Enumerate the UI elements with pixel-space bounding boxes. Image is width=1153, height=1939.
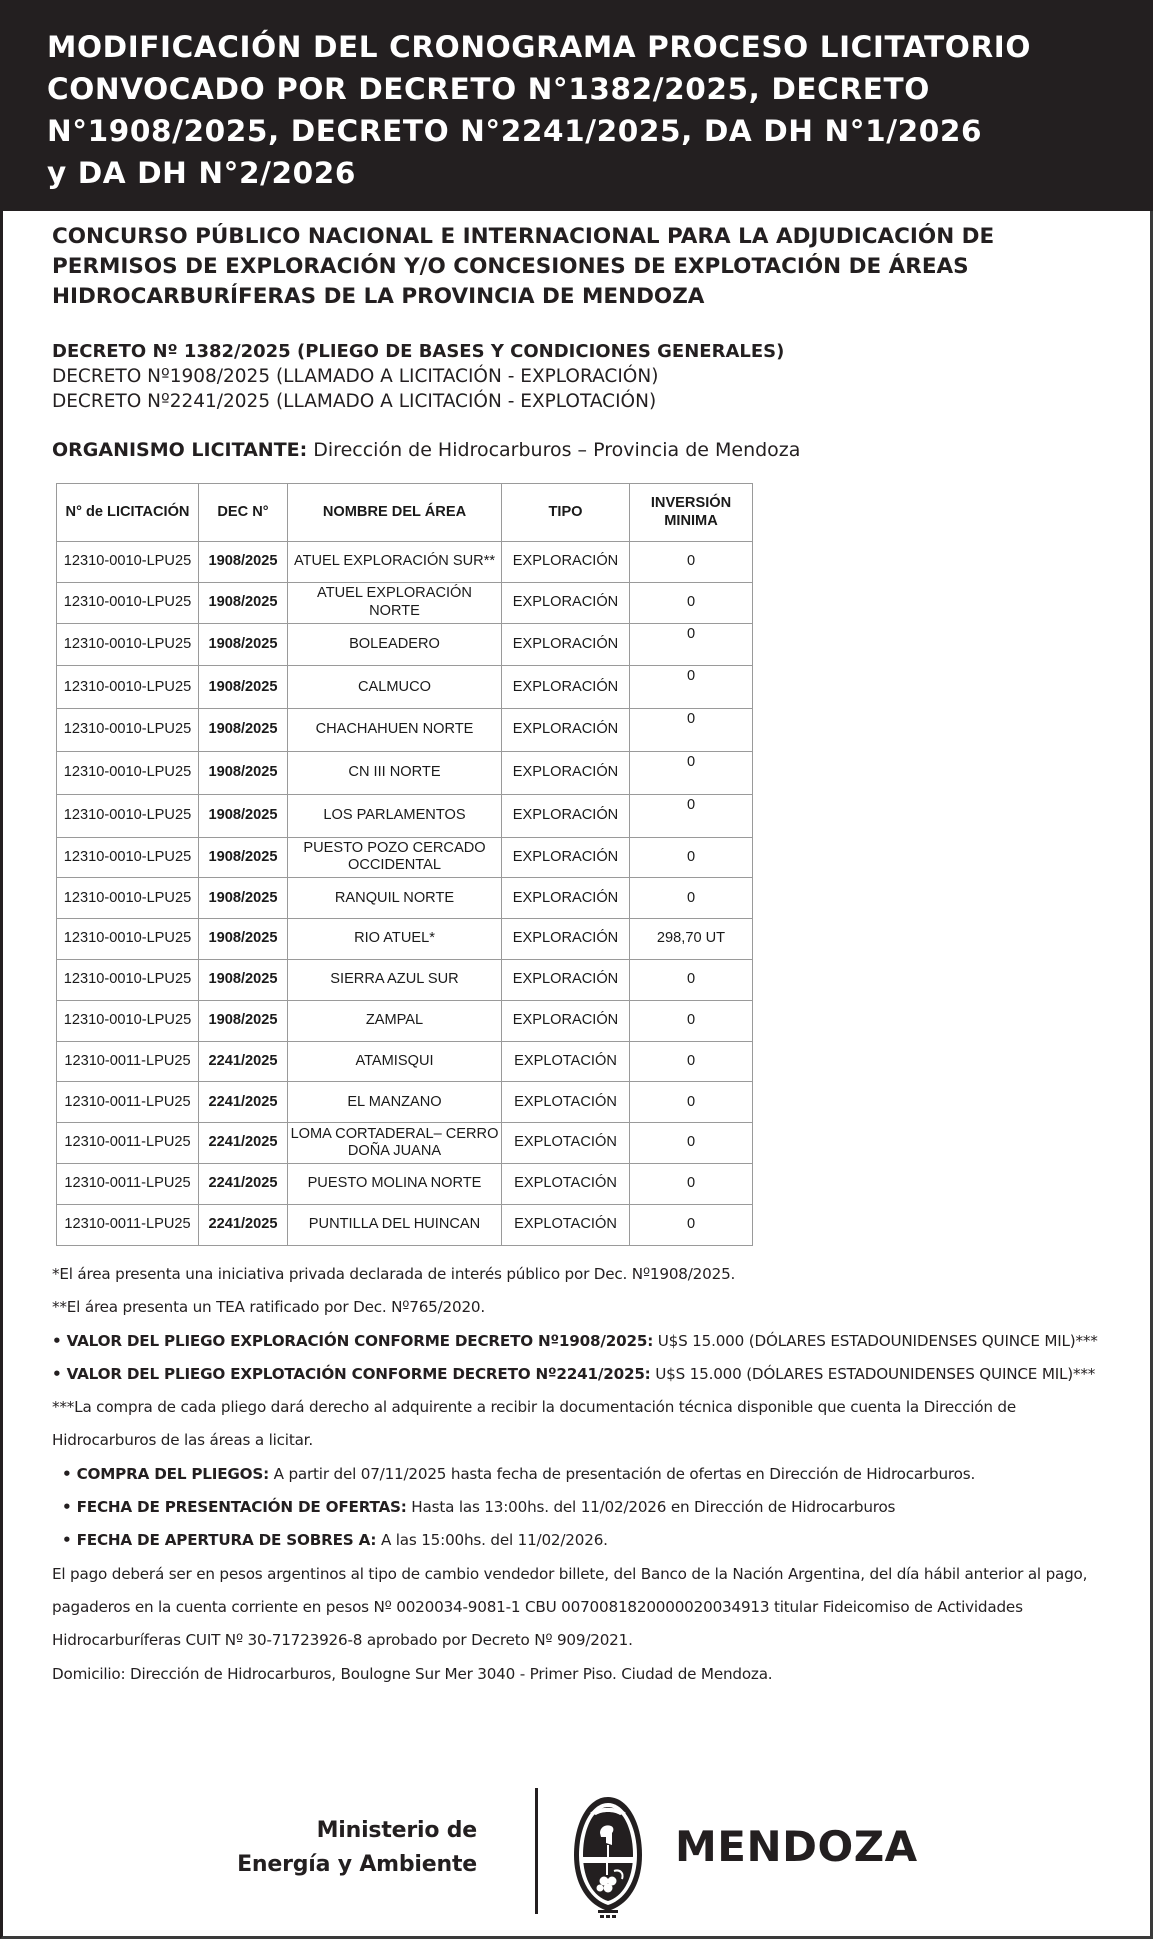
cell-dec: 1908/2025 [199, 542, 288, 583]
cell-inversion: 0 [630, 623, 753, 666]
cell-inversion: 0 [630, 1041, 753, 1082]
fecha-presentacion [52, 1491, 1112, 1524]
table-row [57, 1163, 753, 1204]
cell-licitacion: 12310-0010-LPU25 [57, 709, 199, 752]
cell-tipo: EXPLORACIÓN [502, 794, 630, 837]
valor-exploracion-label: • VALOR DEL PLIEGO EXPLORACIÓN CONFORME DECRETO Nº1908/2025: [52, 1331, 654, 1350]
ministry-line: Energía y Ambiente [237, 1852, 477, 1877]
cell-area: PUESTO POZO CERCADO OCCIDENTAL [288, 837, 502, 878]
subtitle-line: PERMISOS DE EXPLORACIÓN Y/O CONCESIONES DE EXPLOTACIÓN DE ÁREAS [52, 254, 969, 279]
cell-licitacion: 12310-0010-LPU25 [57, 919, 199, 960]
table-row [57, 1082, 753, 1123]
cell-licitacion: 12310-0010-LPU25 [57, 878, 199, 919]
column-header-licitacion: N° de LICITACIÓN [57, 484, 199, 542]
compra-value: A partir del 07/11/2025 hasta fecha de presentación de ofertas en Dirección de Hidrocarburos. [269, 1464, 976, 1483]
cell-inversion: 298,70 UT [630, 919, 753, 960]
cell-inversion: 0 [630, 1204, 753, 1245]
cell-licitacion: 12310-0010-LPU25 [57, 794, 199, 837]
cell-dec: 1908/2025 [199, 582, 288, 623]
cell-licitacion: 12310-0010-LPU25 [57, 837, 199, 878]
table-row [57, 1204, 753, 1245]
cell-licitacion: 12310-0010-LPU25 [57, 542, 199, 583]
cell-dec: 2241/2025 [199, 1204, 288, 1245]
cell-area: CALMUCO [288, 666, 502, 709]
cell-inversion: 0 [630, 1163, 753, 1204]
cell-dec: 1908/2025 [199, 959, 288, 1000]
table-header-row [57, 484, 753, 542]
mendoza-wordmark: MENDOZA [675, 1822, 918, 1871]
cell-tipo: EXPLORACIÓN [502, 542, 630, 583]
compra-pliegos [52, 1458, 1112, 1491]
cell-tipo: EXPLOTACIÓN [502, 1123, 630, 1164]
cell-tipo: EXPLORACIÓN [502, 959, 630, 1000]
title-line: MODIFICACIÓN DEL CRONOGRAMA PROCESO LICITATORIO [47, 30, 1032, 64]
cell-dec: 1908/2025 [199, 794, 288, 837]
cell-inversion: 0 [630, 542, 753, 583]
cell-area: RANQUIL NORTE [288, 878, 502, 919]
table-row [57, 1000, 753, 1041]
table-row [57, 878, 753, 919]
cell-tipo: EXPLORACIÓN [502, 837, 630, 878]
cell-dec: 1908/2025 [199, 919, 288, 960]
cell-licitacion: 12310-0011-LPU25 [57, 1123, 199, 1164]
cell-inversion: 0 [630, 794, 753, 837]
title-line: CONVOCADO POR DECRETO N°1382/2025, DECRETO [47, 72, 930, 106]
valor-explotacion-value: U$S 15.000 (DÓLARES ESTADOUNIDENSES QUINCE MIL)*** [650, 1364, 1096, 1383]
cell-licitacion: 12310-0010-LPU25 [57, 666, 199, 709]
footer-divider [535, 1788, 538, 1914]
table-row [57, 1123, 753, 1164]
cell-dec: 1908/2025 [199, 666, 288, 709]
apertura-value: A las 15:00hs. del 11/02/2026. [376, 1531, 608, 1550]
ministry-name [237, 1814, 477, 1882]
cell-tipo: EXPLOTACIÓN [502, 1204, 630, 1245]
cell-dec: 1908/2025 [199, 751, 288, 794]
cell-licitacion: 12310-0010-LPU25 [57, 1000, 199, 1041]
cell-tipo: EXPLOTACIÓN [502, 1082, 630, 1123]
cell-dec: 1908/2025 [199, 878, 288, 919]
cell-area: ATUEL EXPLORACIÓN NORTE [288, 582, 502, 623]
cell-area: LOMA CORTADERAL– CERRO DOÑA JUANA [288, 1123, 502, 1164]
cell-tipo: EXPLOTACIÓN [502, 1041, 630, 1082]
cell-inversion: 0 [630, 709, 753, 752]
apertura-label: • FECHA DE APERTURA DE SOBRES A: [62, 1531, 377, 1550]
contest-subtitle [52, 222, 1122, 312]
presentacion-value: Hasta las 13:00hs. del 11/02/2026 en Dirección de Hidrocarburos [406, 1498, 896, 1517]
cell-tipo: EXPLORACIÓN [502, 1000, 630, 1041]
cell-licitacion: 12310-0011-LPU25 [57, 1082, 199, 1123]
cell-tipo: EXPLORACIÓN [502, 751, 630, 794]
cell-licitacion: 12310-0011-LPU25 [57, 1041, 199, 1082]
cell-licitacion: 12310-0010-LPU25 [57, 751, 199, 794]
table-row [57, 666, 753, 709]
title-line: N°1908/2025, DECRETO N°2241/2025, DA DH N°1/2026 [47, 114, 983, 148]
page-title [47, 26, 1137, 194]
decree-list [52, 339, 1122, 414]
cell-dec: 1908/2025 [199, 837, 288, 878]
cell-area: PUNTILLA DEL HUINCAN [288, 1204, 502, 1245]
presentacion-label: • FECHA DE PRESENTACIÓN DE OFERTAS: [62, 1498, 407, 1517]
table-row [57, 959, 753, 1000]
cell-area: PUESTO MOLINA NORTE [288, 1163, 502, 1204]
column-header-inversion: INVERSIÓN MINIMA [630, 484, 753, 542]
cell-area: CHACHAHUEN NORTE [288, 709, 502, 752]
table-row [57, 837, 753, 878]
table-row [57, 623, 753, 666]
cell-licitacion: 12310-0010-LPU25 [57, 959, 199, 1000]
cell-area: ATUEL EXPLORACIÓN SUR** [288, 542, 502, 583]
cell-inversion: 0 [630, 751, 753, 794]
table-row [57, 582, 753, 623]
table-row [57, 709, 753, 752]
notes-section [52, 1258, 1112, 1691]
compra-label: • COMPRA DEL PLIEGOS: [62, 1464, 270, 1483]
cell-inversion: 0 [630, 959, 753, 1000]
cell-dec: 1908/2025 [199, 709, 288, 752]
cell-dec: 2241/2025 [199, 1041, 288, 1082]
cell-inversion: 0 [630, 582, 753, 623]
cell-tipo: EXPLORACIÓN [502, 666, 630, 709]
title-line: y DA DH N°2/2026 [47, 156, 356, 190]
organismo-value: Dirección de Hidrocarburos – Provincia de Mendoza [307, 439, 801, 461]
column-header-tipo: TIPO [502, 484, 630, 542]
cell-inversion: 0 [630, 878, 753, 919]
header-banner [0, 0, 1153, 211]
cell-area: CN III NORTE [288, 751, 502, 794]
cell-tipo: EXPLORACIÓN [502, 919, 630, 960]
cell-area: ZAMPAL [288, 1000, 502, 1041]
table-row [57, 794, 753, 837]
valor-pliego-explotacion [52, 1358, 1112, 1391]
cell-tipo: EXPLORACIÓN [502, 582, 630, 623]
cell-inversion: 0 [630, 1082, 753, 1123]
cell-area: LOS PARLAMENTOS [288, 794, 502, 837]
decree-line: DECRETO Nº 1382/2025 (PLIEGO DE BASES Y CONDICIONES GENERALES) [52, 341, 785, 362]
cell-licitacion: 12310-0011-LPU25 [57, 1163, 199, 1204]
address: Domicilio: Dirección de Hidrocarburos, Boulogne Sur Mer 3040 - Primer Piso. Ciudad de Mendoza. [52, 1664, 773, 1683]
cell-tipo: EXPLORACIÓN [502, 878, 630, 919]
cell-inversion: 0 [630, 1000, 753, 1041]
table-row [57, 919, 753, 960]
organismo-licitante [52, 437, 800, 463]
cell-inversion: 0 [630, 1123, 753, 1164]
cell-area: ATAMISQUI [288, 1041, 502, 1082]
footnote-single-asterisk: *El área presenta una iniciativa privada declarada de interés público por Dec. Nº1908/2025. [52, 1265, 736, 1283]
valor-pliego-exploracion [52, 1325, 1112, 1358]
cell-licitacion: 12310-0010-LPU25 [57, 582, 199, 623]
cell-tipo: EXPLORACIÓN [502, 709, 630, 752]
cell-area: EL MANZANO [288, 1082, 502, 1123]
table-row [57, 542, 753, 583]
column-header-dec: DEC N° [199, 484, 288, 542]
valor-exploracion-value: U$S 15.000 (DÓLARES ESTADOUNIDENSES QUINCE MIL)*** [653, 1331, 1098, 1350]
subtitle-line: CONCURSO PÚBLICO NACIONAL E INTERNACIONAL PARA LA ADJUDICACIÓN DE [52, 224, 995, 249]
column-header-area: NOMBRE DEL ÁREA [288, 484, 502, 542]
cell-area: SIERRA AZUL SUR [288, 959, 502, 1000]
decree-line: DECRETO Nº1908/2025 (LLAMADO A LICITACIÓN - EXPLORACIÓN) [52, 366, 659, 387]
cell-dec: 1908/2025 [199, 1000, 288, 1041]
cell-area: RIO ATUEL* [288, 919, 502, 960]
mendoza-coat-of-arms-icon [570, 1793, 646, 1921]
cell-licitacion: 12310-0010-LPU25 [57, 623, 199, 666]
cell-tipo: EXPLOTACIÓN [502, 1163, 630, 1204]
tender-table [56, 483, 753, 1246]
footnote-triple-asterisk: ***La compra de cada pliego dará derecho al adquirente a recibir la documentación técnica disponible que cuenta la Dirección de Hidrocarburos de las áreas a licitar. [52, 1398, 1017, 1450]
decree-line: DECRETO Nº2241/2025 (LLAMADO A LICITACIÓN - EXPLOTACIÓN) [52, 391, 657, 412]
footnote-double-asterisk: **El área presenta un TEA ratificado por Dec. Nº765/2020. [52, 1298, 486, 1317]
payment-instructions: El pago deberá ser en pesos argentinos al tipo de cambio vendedor billete, del Banco de la Nación Argentina, del día hábil anterior al pago, pagaderos en la cuenta corriente en pesos Nº 0020034-9081-1 CBU 0070081820000020034913 titular Fideicomiso de Actividades Hidrocarburíferas CUIT Nº 30-71723926-8 aprobado por Decreto Nº 909/2021. [52, 1564, 1088, 1650]
table-row [57, 1041, 753, 1082]
cell-inversion: 0 [630, 837, 753, 878]
cell-dec: 2241/2025 [199, 1082, 288, 1123]
cell-tipo: EXPLORACIÓN [502, 623, 630, 666]
cell-dec: 2241/2025 [199, 1123, 288, 1164]
ministry-line: Ministerio de [316, 1818, 477, 1843]
fecha-apertura [52, 1524, 1112, 1557]
cell-area: BOLEADERO [288, 623, 502, 666]
table-row [57, 751, 753, 794]
cell-licitacion: 12310-0011-LPU25 [57, 1204, 199, 1245]
valor-explotacion-label: • VALOR DEL PLIEGO EXPLOTACIÓN CONFORME DECRETO Nº2241/2025: [52, 1364, 651, 1383]
cell-dec: 1908/2025 [199, 623, 288, 666]
cell-inversion: 0 [630, 666, 753, 709]
cell-dec: 2241/2025 [199, 1163, 288, 1204]
subtitle-line: HIDROCARBURÍFERAS DE LA PROVINCIA DE MENDOZA [52, 284, 705, 309]
organismo-label: ORGANISMO LICITANTE: [52, 439, 308, 461]
